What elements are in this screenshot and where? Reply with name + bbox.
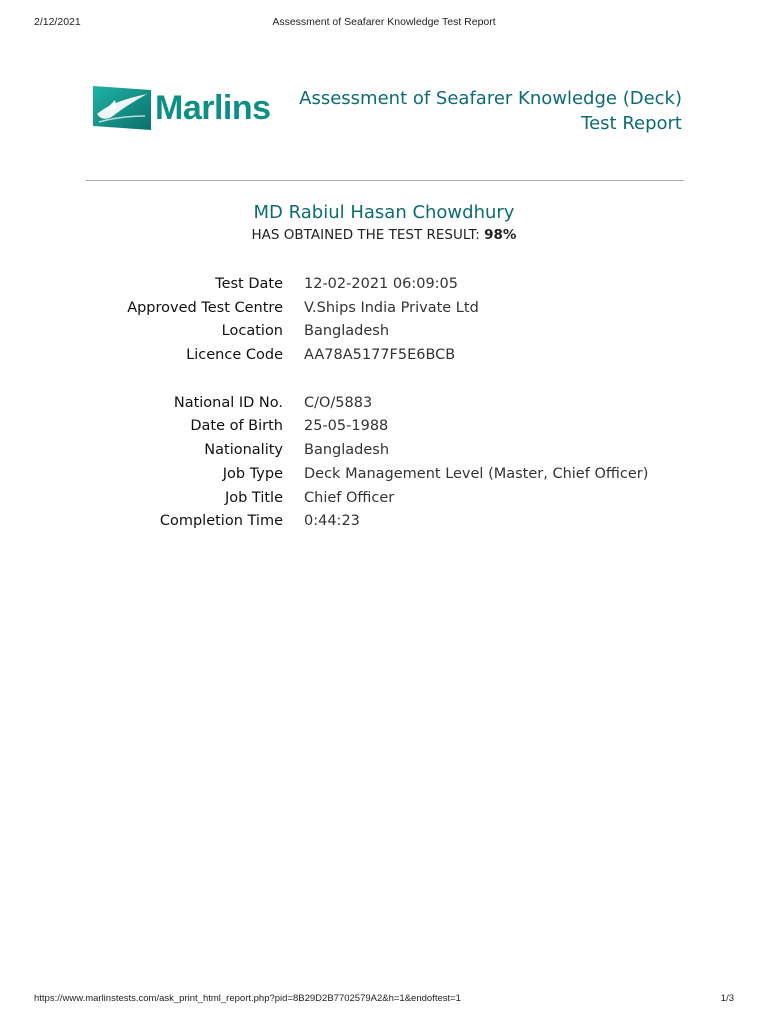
field-label: Test Date <box>215 276 283 292</box>
field-value: 0:44:23 <box>304 513 360 530</box>
field-value: 12-02-2021 06:09:05 <box>304 276 458 292</box>
field-label: Licence Code <box>186 347 283 364</box>
field-value: 25-05-1988 <box>304 418 389 435</box>
field-value: V.Ships India Private Ltd <box>304 299 479 316</box>
personal-details-group <box>0 395 768 537</box>
print-footer <box>34 993 734 1007</box>
print-date: 2/12/2021 <box>34 16 81 28</box>
field-label: National ID No. <box>173 394 283 411</box>
field-label: Job Type <box>222 465 283 482</box>
report-title <box>299 86 682 136</box>
field-label: Job Title <box>224 489 283 506</box>
field-label: Approved Test Centre <box>127 299 283 316</box>
marlins-logo <box>93 86 288 132</box>
field-row <box>0 300 768 324</box>
field-value: AA78A5177F5E6BCB <box>304 347 456 364</box>
field-row <box>0 490 768 514</box>
test-result-score: 98% <box>484 227 517 243</box>
field-value: Deck Management Level (Master, Chief Officer) <box>304 465 649 482</box>
field-row <box>0 466 768 490</box>
field-row <box>0 276 768 300</box>
marlin-fish-logo-icon <box>93 86 151 130</box>
field-value: Bangladesh <box>304 442 390 459</box>
field-value: C/O/5883 <box>304 394 373 411</box>
field-row <box>0 347 768 371</box>
test-result-prefix: HAS OBTAINED THE TEST RESULT: <box>251 227 480 243</box>
report-fields <box>0 276 768 561</box>
field-row <box>0 418 768 442</box>
field-row <box>0 323 768 347</box>
print-header <box>34 16 734 30</box>
print-page-url: https://www.marlinstests.com/ask_print_html_report.php?pid=8B29D2B7702579A2&h=1&endoftest=1 <box>34 993 461 1004</box>
field-label: Location <box>221 323 283 340</box>
field-label: Date of Birth <box>190 418 283 435</box>
header-divider <box>86 180 684 181</box>
test-details-group <box>0 276 768 371</box>
field-value: Chief Officer <box>304 489 395 506</box>
report-title-line-1: Assessment of Seafarer Knowledge (Deck) <box>299 88 682 109</box>
print-document-title: Assessment of Seafarer Knowledge Test Report <box>272 16 496 28</box>
candidate-name: MD Rabiul Hasan Chowdhury <box>253 202 515 223</box>
field-row <box>0 395 768 419</box>
field-label: Completion Time <box>159 513 283 530</box>
logo-brand-name: Marlins <box>155 89 271 127</box>
test-result-line <box>0 227 768 243</box>
field-row <box>0 442 768 466</box>
report-title-line-2: Test Report <box>581 113 682 134</box>
field-value: Bangladesh <box>304 323 390 340</box>
field-row <box>0 513 768 537</box>
print-page-number: 1/3 <box>720 993 734 1004</box>
field-label: Nationality <box>204 442 283 459</box>
